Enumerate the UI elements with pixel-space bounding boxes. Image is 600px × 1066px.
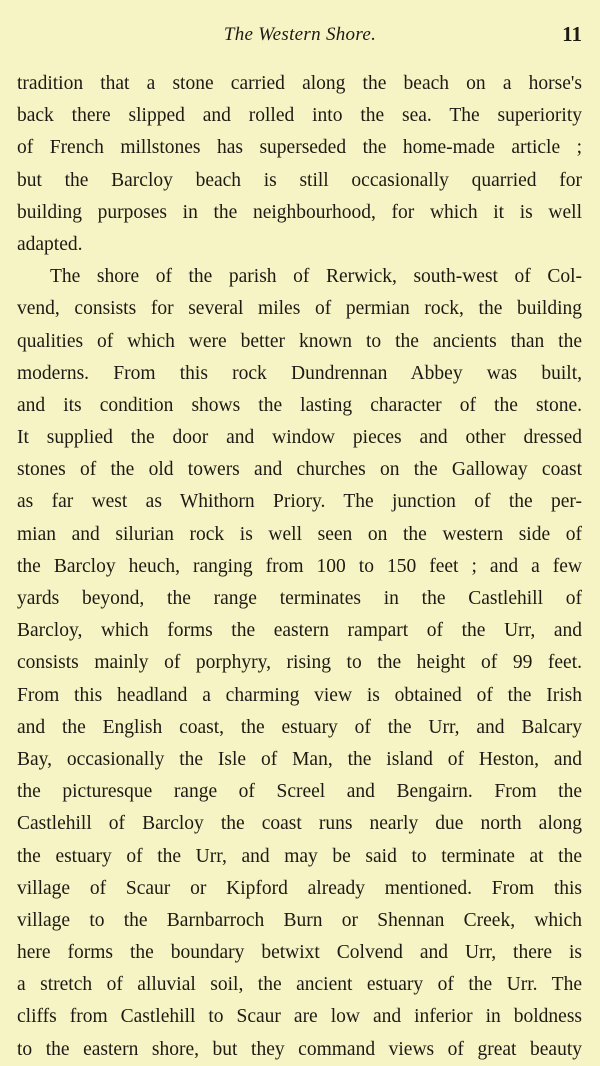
text-line: consists mainly of porphyry, rising to the height of 99 feet. (17, 652, 582, 674)
text-line: vend, consists for several miles of permian rock, the building (17, 298, 582, 320)
text-line: cliffs from Castlehill to Scaur are low and inferior in boldness (17, 1006, 582, 1028)
text-line: but the Barcloy beach is still occasionally quarried for (17, 169, 582, 191)
page-header (18, 22, 582, 52)
page-number: 11 (562, 22, 582, 46)
text-line: village of Scaur or Kipford already mentioned. From this (17, 877, 582, 899)
text-line: the Barcloy heuch, ranging from 100 to 150 feet ; and a few (17, 555, 582, 577)
text-line: a stretch of alluvial soil, the ancient estuary of the Urr. The (17, 974, 582, 996)
text-line: to the eastern shore, but they command views of great beauty (17, 1038, 582, 1060)
text-line: village to the Barnbarroch Burn or Shennan Creek, which (17, 909, 582, 931)
running-title: The Western Shore. (223, 24, 377, 45)
text-line: here forms the boundary betwixt Colvend and Urr, there is (17, 942, 582, 964)
text-line: qualities of which were better known to the ancients than the (17, 330, 582, 352)
text-line: Barcloy, which forms the eastern rampart of the Urr, and (17, 620, 582, 642)
text-line: as far west as Whithorn Priory. The junction of the per- (17, 491, 582, 513)
text-line: Castlehill of Barcloy the coast runs nearly due north along (17, 813, 582, 835)
text-line: From this headland a charming view is obtained of the Irish (17, 684, 582, 706)
text-line: stones of the old towers and churches on the Galloway coast (17, 459, 582, 481)
text-line: and its condition shows the lasting character of the stone. (17, 394, 582, 416)
text-line: mian and silurian rock is well seen on the western side of (17, 523, 582, 545)
text-line: back there slipped and rolled into the sea. The superiority (17, 105, 582, 127)
text-line: It supplied the door and window pieces and other dressed (17, 427, 582, 449)
text-line: tradition that a stone carried along the beach on a horse's (17, 73, 582, 94)
text-line: adapted. (17, 233, 83, 255)
text-line: yards beyond, the range terminates in the Castlehill of (17, 588, 582, 609)
text-line: of French millstones has superseded the home-made article ; (17, 137, 582, 159)
text-line: building purposes in the neighbourhood, for which it is well (17, 201, 582, 223)
text-line: moderns. From this rock Dundrennan Abbey was built, (17, 362, 582, 384)
text-line: and the English coast, the estuary of the Urr, and Balcary (17, 716, 582, 738)
body-text (17, 68, 582, 1066)
text-line: Bay, occasionally the Isle of Man, the island of Heston, and (17, 748, 582, 770)
text-line: the estuary of the Urr, and may be said to terminate at the (17, 845, 582, 867)
text-line: the picturesque range of Screel and Bengairn. From the (17, 781, 582, 803)
paragraph-start-line: The shore of the parish of Rerwick, south-west of Col- (50, 266, 582, 288)
